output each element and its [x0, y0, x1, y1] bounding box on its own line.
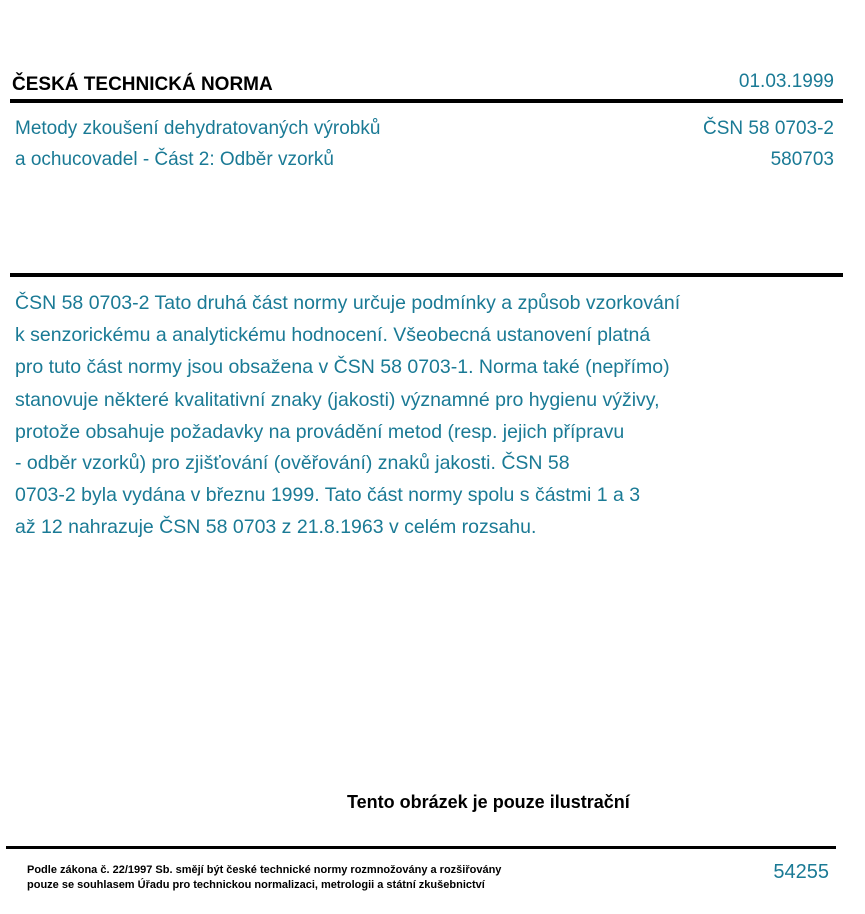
legal-notice-line-2: pouze se souhlasem Úřadu pro technickou normalizaci, metrologii a státní zkušebnictví: [27, 879, 485, 891]
legal-notice-line-1: Podle zákona č. 22/1997 Sb. smějí být české technické normy rozmnožovány a rozšiřovány: [27, 864, 502, 876]
standard-code: ČSN 58 0703-2: [703, 118, 834, 139]
catalog-number: 54255: [773, 861, 829, 883]
footer-divider: [6, 846, 836, 849]
abstract-line: - odběr vzorků) pro zjišťování (ověřování) znaků jakosti. ČSN 58: [15, 452, 570, 474]
standard-title-line-2: a ochucovadel - Část 2: Odběr vzorků: [15, 149, 334, 170]
abstract-line: 0703-2 byla vydána v březnu 1999. Tato část normy spolu s částmi 1 a 3: [15, 484, 641, 506]
class-number: 580703: [770, 149, 834, 170]
illustration-notice: Tento obrázek je pouze ilustrační: [347, 792, 630, 812]
abstract-line: ČSN 58 0703-2 Tato druhá část normy určuje podmínky a způsob vzorkování: [15, 292, 681, 314]
abstract-line: k senzorickému a analytickému hodnocení. Všeobecná ustanovení platná: [15, 324, 651, 346]
header-divider: [10, 99, 843, 103]
document-type-heading: ČESKÁ TECHNICKÁ NORMA: [12, 74, 273, 95]
issue-date: 01.03.1999: [738, 71, 834, 92]
abstract-line: protože obsahuje požadavky na provádění metod (resp. jejich přípravu: [15, 421, 625, 443]
abstract-line: pro tuto část normy jsou obsažena v ČSN 58 0703-1. Norma také (nepřímo): [15, 356, 670, 378]
abstract-line: až 12 nahrazuje ČSN 58 0703 z 21.8.1963 v celém rozsahu.: [15, 516, 537, 538]
standard-title-line-1: Metody zkoušení dehydratovaných výrobků: [15, 118, 381, 139]
abstract-line: stanovuje některé kvalitativní znaky (jakosti) významné pro hygienu výživy,: [15, 389, 660, 411]
section-divider: [10, 273, 843, 277]
